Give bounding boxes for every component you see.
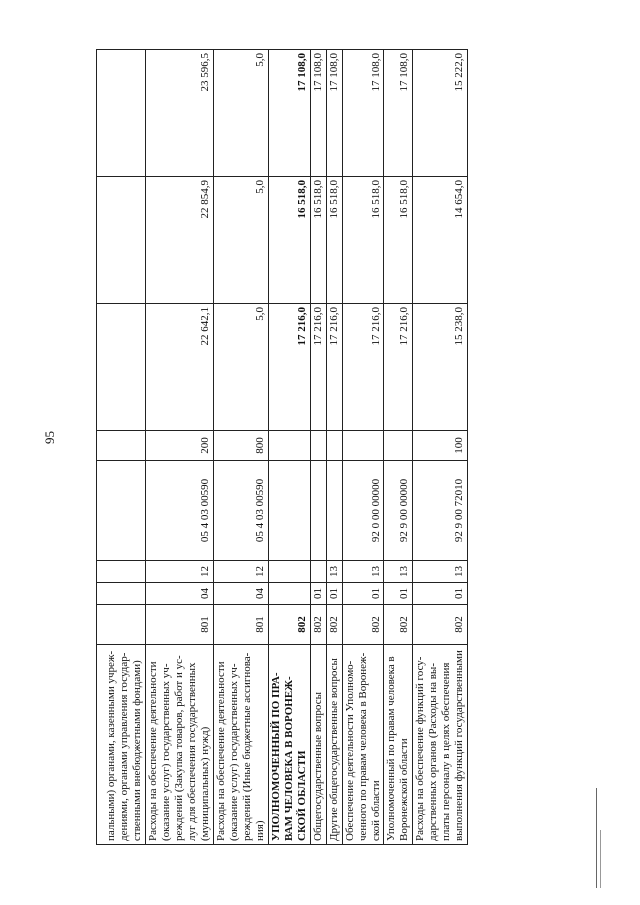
table-row [146,50,214,845]
amount-year-3: 17 108,0 [342,50,384,177]
amount-year-1: 15 238,0 [413,304,468,431]
amount-year-2: 16 518,0 [326,177,342,304]
table-row [384,50,413,845]
amount-year-2: 16 518,0 [310,177,326,304]
target-article-code [310,461,326,561]
amount-year-2: 22 854,9 [146,177,214,304]
footer-rule-short [600,830,601,888]
row-name: УПОЛНОМОЧЕННЫЙ ПО ПРА-ВАМ ЧЕЛОВЕКА В ВОРОНЕЖ-СКОЙ ОБЛАСТИ [268,645,310,845]
section-code: 01 [342,583,384,605]
subsection-code [97,561,146,583]
amount-year-1: 17 216,0 [310,304,326,431]
target-article-code: 92 9 00 00000 [384,461,413,561]
row-name: Обеспечение деятельности Уполномо-ченного по правам человека в Воронеж-ской области [342,645,384,845]
table-row [326,50,342,845]
page-number: 95 [42,431,57,444]
amount-year-2: 16 518,0 [384,177,413,304]
ved-code: 802 [342,605,384,645]
amount-year-1: 17 216,0 [268,304,310,431]
amount-year-1: 22 642,1 [146,304,214,431]
row-name: Уполномоченный по правам человека в Воронежской области [384,645,413,845]
table-row [97,50,146,845]
amount-year-3: 5,0 [213,50,268,177]
target-article-code: 92 9 00 72010 [413,461,468,561]
table-row [310,50,326,845]
target-article-code [268,461,310,561]
subsection-code: 13 [384,561,413,583]
target-article-code [97,461,146,561]
section-code: 01 [384,583,413,605]
amount-year-1: 17 216,0 [342,304,384,431]
section-code: 01 [413,583,468,605]
expense-type-code [384,431,413,461]
subsection-code [268,561,310,583]
amount-year-1: 17 216,0 [326,304,342,431]
amount-year-2: 16 518,0 [342,177,384,304]
table-row [268,50,310,845]
amount-year-2 [97,177,146,304]
section-code: 01 [310,583,326,605]
expense-type-code [326,431,342,461]
table-row [413,50,468,845]
subsection-code: 12 [213,561,268,583]
ved-code: 802 [384,605,413,645]
rotated-page-content [96,50,626,845]
amount-year-3: 17 108,0 [310,50,326,177]
ved-code [97,605,146,645]
expense-type-code [97,431,146,461]
subsection-code: 12 [146,561,214,583]
amount-year-3: 17 108,0 [268,50,310,177]
amount-year-1: 17 216,0 [384,304,413,431]
table-row [342,50,384,845]
row-name: Расходы на обеспечение деятельности (оказание услуг) государственных уч-реждений (Закупка товаров, работ и ус-луг для обеспечения государственных (муниципальных) нужд) [146,645,214,845]
section-code: 04 [146,583,214,605]
row-name: Общегосударственные вопросы [310,645,326,845]
section-code: 01 [326,583,342,605]
ved-code: 802 [268,605,310,645]
expense-type-code: 200 [146,431,214,461]
footer-rule [596,788,597,888]
target-article-code: 05 4 03 00590 [213,461,268,561]
row-name: Расходы на обеспечение функций госу-дарственных органов (Расходы на вы-платы персоналу в целях обеспечения выполнения функций государственными [413,645,468,845]
section-code [268,583,310,605]
amount-year-2: 5,0 [213,177,268,304]
table-row [213,50,268,845]
amount-year-3: 23 596,5 [146,50,214,177]
amount-year-2: 14 654,0 [413,177,468,304]
ved-code: 802 [413,605,468,645]
expense-type-code [342,431,384,461]
amount-year-3: 17 108,0 [384,50,413,177]
amount-year-1: 5,0 [213,304,268,431]
target-article-code [326,461,342,561]
subsection-code [310,561,326,583]
section-code [97,583,146,605]
expense-type-code [310,431,326,461]
amount-year-3: 15 222,0 [413,50,468,177]
expense-type-code [268,431,310,461]
budget-table [96,49,468,845]
expense-type-code: 100 [413,431,468,461]
amount-year-3: 17 108,0 [326,50,342,177]
subsection-code: 13 [342,561,384,583]
ved-code: 801 [146,605,214,645]
subsection-code: 13 [413,561,468,583]
amount-year-3 [97,50,146,177]
row-name: Другие общегосударственные вопросы [326,645,342,845]
target-article-code: 05 4 03 00590 [146,461,214,561]
ved-code: 801 [213,605,268,645]
row-name: Расходы на обеспечение деятельности (оказание услуг) государственных уч-реждений (Иные бюджетные ассигнова-ния) [213,645,268,845]
amount-year-2: 16 518,0 [268,177,310,304]
amount-year-1 [97,304,146,431]
row-name: пальными) органами, казенными учреж-дениями, органами управления государ-ственными внебюджетными фондами) [97,645,146,845]
expense-type-code: 800 [213,431,268,461]
section-code: 04 [213,583,268,605]
target-article-code: 92 0 00 00000 [342,461,384,561]
ved-code: 802 [326,605,342,645]
subsection-code: 13 [326,561,342,583]
ved-code: 802 [310,605,326,645]
